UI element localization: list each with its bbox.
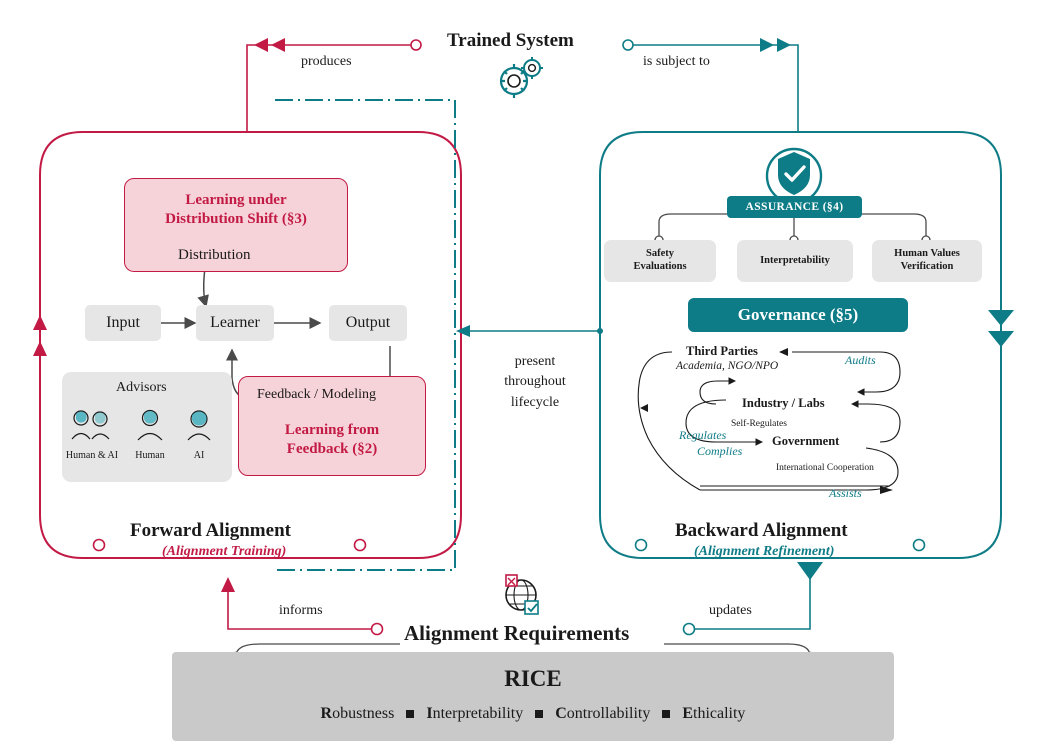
assurance-label: ASSURANCE (§4) bbox=[745, 201, 844, 213]
node-learner: Learner bbox=[196, 305, 274, 341]
advisor-label-ai: AI bbox=[193, 450, 205, 461]
alignment-requirements-title: Alignment Requirements bbox=[404, 621, 630, 645]
assurance-item-safety-evaluations bbox=[604, 240, 716, 282]
gears-icon bbox=[492, 55, 548, 101]
gov-edge-complies: Complies bbox=[697, 444, 743, 458]
actor-third-parties: Third Parties bbox=[686, 344, 758, 358]
gov-edge-audits: Audits bbox=[845, 353, 876, 367]
governance-badge bbox=[688, 298, 908, 332]
gov-edge-international-cooperation: International Cooperation bbox=[776, 463, 874, 473]
rice-item-ethicality-rest: thicality bbox=[693, 705, 746, 722]
rice-item-interpretability-initial: I bbox=[426, 705, 433, 722]
learning-feedback-line2: Feedback (§2) bbox=[286, 440, 378, 457]
learning-from-feedback-box bbox=[238, 376, 426, 476]
forward-alignment-title: Forward Alignment bbox=[130, 520, 291, 541]
gov-edge-regulates: Regulates bbox=[679, 428, 727, 442]
gov-edge-assists: Assists bbox=[829, 486, 862, 500]
safety-eval-line2: Evaluations bbox=[633, 261, 687, 272]
assurance-item-interpretability bbox=[737, 240, 853, 282]
safety-eval-line1: Safety bbox=[645, 248, 674, 260]
dist-shift-line1: Learning under bbox=[185, 192, 287, 208]
bullet-square-icon-2 bbox=[535, 710, 543, 718]
assurance-badge bbox=[727, 196, 862, 218]
present-line2: throughout bbox=[504, 374, 566, 390]
human-values-line2: Verification bbox=[900, 261, 954, 272]
rice-item-controllability-rest: ontrollability bbox=[566, 705, 651, 722]
feedback-modeling-label: Feedback / Modeling bbox=[257, 387, 376, 402]
globe-requirements-icon bbox=[497, 572, 545, 616]
bullet-square-icon-3 bbox=[662, 710, 670, 718]
edge-label-is-subject-to: is subject to bbox=[643, 54, 710, 69]
advisor-label-human-ai: Human & AI bbox=[65, 450, 119, 461]
backward-alignment-subtitle: (Alignment Refinement) bbox=[694, 544, 835, 559]
human-and-ai-icon bbox=[68, 406, 116, 446]
advisors-title: Advisors bbox=[116, 380, 167, 395]
edge-label-produces: produces bbox=[301, 54, 352, 69]
rice-item-robustness-initial: R bbox=[320, 705, 333, 722]
interpretability-label: Interpretability bbox=[760, 254, 830, 266]
gov-edge-self-regulates: Self-Regulates bbox=[731, 419, 787, 429]
rice-item-robustness-rest: obustness bbox=[332, 705, 395, 722]
edge-label-present-lifecycle bbox=[487, 352, 583, 413]
advisor-label-human: Human bbox=[135, 450, 165, 461]
governance-label: Governance (§5) bbox=[737, 305, 859, 324]
rice-items bbox=[172, 705, 894, 723]
ai-icon bbox=[180, 406, 218, 446]
actor-government: Government bbox=[772, 434, 840, 448]
actor-industry-labs: Industry / Labs bbox=[742, 396, 825, 410]
distribution-label: Distribution bbox=[178, 247, 251, 263]
present-line1: present bbox=[514, 354, 556, 369]
shield-assurance-icon bbox=[763, 142, 825, 204]
node-input: Input bbox=[85, 305, 161, 341]
rice-item-interpretability-rest: nterpretability bbox=[432, 705, 524, 722]
bullet-square-icon bbox=[406, 710, 414, 718]
human-icon bbox=[131, 406, 169, 446]
learning-feedback-line1: Learning from bbox=[284, 422, 380, 438]
edge-label-updates: updates bbox=[709, 603, 752, 618]
actor-third-parties-sub: Academia, NGO/NPO bbox=[676, 360, 779, 372]
node-output: Output bbox=[329, 305, 407, 341]
rice-item-controllability-initial: C bbox=[555, 705, 567, 722]
assurance-item-human-values-verification bbox=[872, 240, 982, 282]
rice-item-ethicality-initial: E bbox=[682, 705, 693, 722]
rice-title: RICE bbox=[504, 666, 562, 691]
present-line3: lifecycle bbox=[510, 394, 560, 410]
dist-shift-line2: Distribution Shift (§3) bbox=[165, 210, 307, 227]
backward-alignment-title: Backward Alignment bbox=[675, 520, 848, 541]
trained-system-title: Trained System bbox=[447, 30, 574, 51]
human-values-line1: Human Values bbox=[894, 248, 960, 260]
edge-label-informs: informs bbox=[279, 603, 323, 618]
forward-alignment-subtitle: (Alignment Training) bbox=[162, 544, 287, 559]
